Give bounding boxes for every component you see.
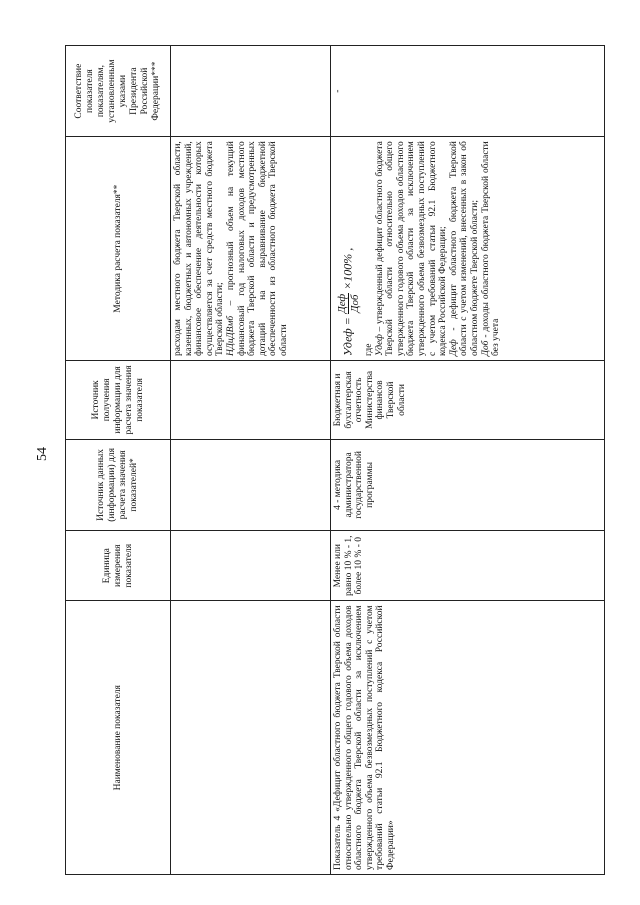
- definition-3: Доб - доходы областного бюджета Тверской области без учета: [480, 141, 502, 357]
- formula: [336, 141, 361, 356]
- where-label: где: [364, 343, 374, 357]
- indicator-table: [65, 45, 605, 875]
- row2-origin: Бюджетная и бухгалтерская отчетность Министерства финансов Тверской области: [331, 361, 605, 440]
- row1-method-line-2: НДиДВмб – прогнозный объем на текущий финансовый год налоговых доходов местного бюджета Тверской области и предусмотренных дотаций на выравнивание бюджетной обеспеченности из областного бюджета Тверской области: [225, 141, 289, 357]
- row1-name: [171, 601, 331, 875]
- header-conformity: Соответствие показателя показателям, установленным указами Президента Российской Федерации***: [66, 46, 171, 137]
- row1-source: [171, 439, 331, 530]
- row2-source: 4 - методика администратора государственной программы: [331, 439, 605, 530]
- header-unit: Единица измерения показателя: [66, 530, 171, 600]
- row1-method: [171, 137, 331, 361]
- row2-conformity: -: [331, 46, 605, 137]
- row1-unit: [171, 530, 331, 600]
- row2-method: [331, 137, 605, 361]
- header-name: Наименование показателя: [66, 601, 171, 875]
- formula-denominator: Доб: [349, 294, 361, 313]
- row1-origin: [171, 361, 331, 440]
- rotated-page: [65, 45, 605, 875]
- formula-tail: ×100% ,: [340, 247, 355, 290]
- table-header-row: [66, 46, 171, 875]
- formula-lhs: Удеф =: [340, 317, 355, 357]
- row1-method-var: НДиДВмб: [225, 315, 236, 357]
- header-origin: Источник получения информации для расчета значения показателя: [66, 361, 171, 440]
- header-method: Методика расчета показателя**: [66, 137, 171, 361]
- row1-conformity: [171, 46, 331, 137]
- formula-numerator: Деф: [336, 293, 348, 314]
- table-row: [171, 46, 331, 875]
- row1-method-line-1: расходам местного бюджета Тверской области, казенных, бюджетных и автономных учреждений, финансовое обеспечение деятельности которых осуществляется за счет средств местного бюджета Тверской области;: [173, 141, 226, 357]
- row2-name: Показатель 4 «Дефицит областного бюджета Тверской области относительно утвержденного общего годового объема доходов областного бюджета Тверской области за исключением утвержденного объема безвозмездных поступлений с учетом требований статьи 92.1 Бюджетного кодекса Российской Федерации»: [331, 601, 605, 875]
- page-number: 54: [35, 447, 50, 461]
- definition-2: Деф - дефицит областного бюджета Тверской области с учетом изменений, внесенных в закон об областном бюджете Тверской области;: [448, 141, 480, 357]
- row2-unit: Менее или равно 10 % - 1, более 10 % - 0: [331, 530, 605, 600]
- table-row: [331, 46, 605, 875]
- definition-1: Удеф – утвержденный дефицит областного бюджета Тверской области относительно общего утвержденного годового объема доходов областного бюджета Тверской области за исключением утвержденного объема безвозмездных поступлений с учетом требований статьи 92.1 Бюджетного кодекса Российской Федерации;: [374, 141, 449, 357]
- formula-fraction: [336, 293, 361, 314]
- header-source: Источник данных (информации) для расчета значения показателей*: [66, 439, 171, 530]
